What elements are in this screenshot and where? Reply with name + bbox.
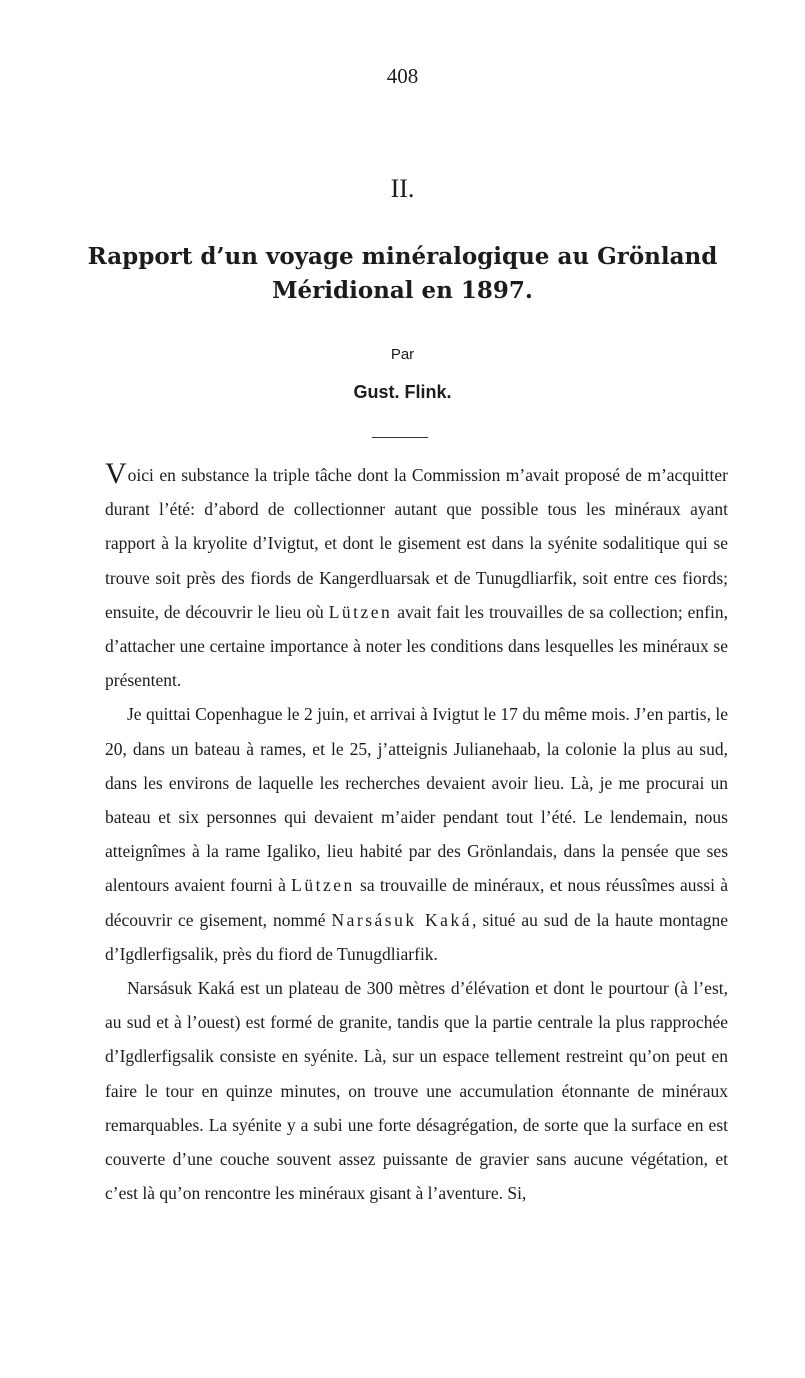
spaced-name-lutzen: Lützen — [328, 601, 393, 622]
paragraph-3: Narsásuk Kaká est un plateau de 300 mètres d’élévation et dont le pourtour (à l’est, au sud et à l’ouest) est formé de granite, tandis que la partie centrale la plus rapprochée d’Igdlerfigsalik consiste en syénite. Là, sur un espace tellement restreint qu’on peut en faire le tour en quinze minutes, on trouve une accumulation étonnante de minéraux remarquables. La syénite y a subi une forte désagrégation, de sorte que la surface en est couverte d’une couche souvent assez puissante de gravier sans aucune végétation, et c’est là qu’on rencontre les minéraux gisant à l’aventure. Si, — [105, 978, 728, 1204]
paragraph-1-text-b: avait fait les trouvailles de sa collection; enfin, d’attacher une certaine importance à noter les conditions dans lesquelles les minéraux se présentent. — [105, 601, 728, 691]
paragraph-2 — [105, 697, 728, 971]
paragraph-1 — [105, 458, 728, 697]
spaced-name-narsasuk: Narsásuk Kaká — [331, 909, 472, 930]
page-number: 408 — [386, 64, 419, 88]
section-number: II. — [390, 174, 415, 203]
article-body — [105, 458, 728, 1210]
title-divider — [372, 437, 428, 438]
paragraph-2-text-b: sa trouvaille de minéraux, et nous réussîmes aussi à découvrir ce gisement, nommé — [105, 875, 728, 930]
title-line-2: Méridional en 1897. — [272, 277, 533, 304]
article-title — [0, 240, 805, 308]
drop-cap: V — [105, 457, 127, 490]
paragraph-1-text-a: oici en substance la triple tâche dont la Commission m’avait proposé de m’acquitter durant l’été: d’abord de collectionner autant que possible tous les minéraux ayant rapport à la kryolite d’Ivigtut, et dont le gisement est dans la syénite sodalitique qui se trouve soit près des fiords de Kangerdluarsak et de Tunugdliarfik, soit entre ces fiords; ensuite, de découvrir le lieu où — [105, 465, 728, 622]
spaced-name-lutzen-2: Lützen — [291, 875, 355, 896]
title-line-1: Rapport d’un voyage minéralogique au Grönland — [87, 243, 718, 270]
author-name: Gust. Flink. — [353, 382, 452, 402]
byline-prefix: Par — [390, 346, 415, 363]
paragraph-2-text-c: , situé au sud de la haute montagne d’Igdlerfigsalik, près du fiord de Tunugdliarfik. — [105, 909, 728, 964]
paragraph-2-text-a: Je quittai Copenhague le 2 juin, et arrivai à Ivigtut le 17 du même mois. J’en partis, le 20, dans un bateau à rames, et le 25, j’atteignis Julianehaab, la colonie la plus au sud, dans les environs de laquelle les recherches devaient avoir lieu. Là, je me procurai un bateau et six personnes qui devaient m’aider pendant tout l’été. Le lendemain, nous atteignîmes à la rame Igaliko, lieu habité par des Grönlandais, dans la pensée que ses alentours avaient fourni à — [105, 704, 728, 896]
